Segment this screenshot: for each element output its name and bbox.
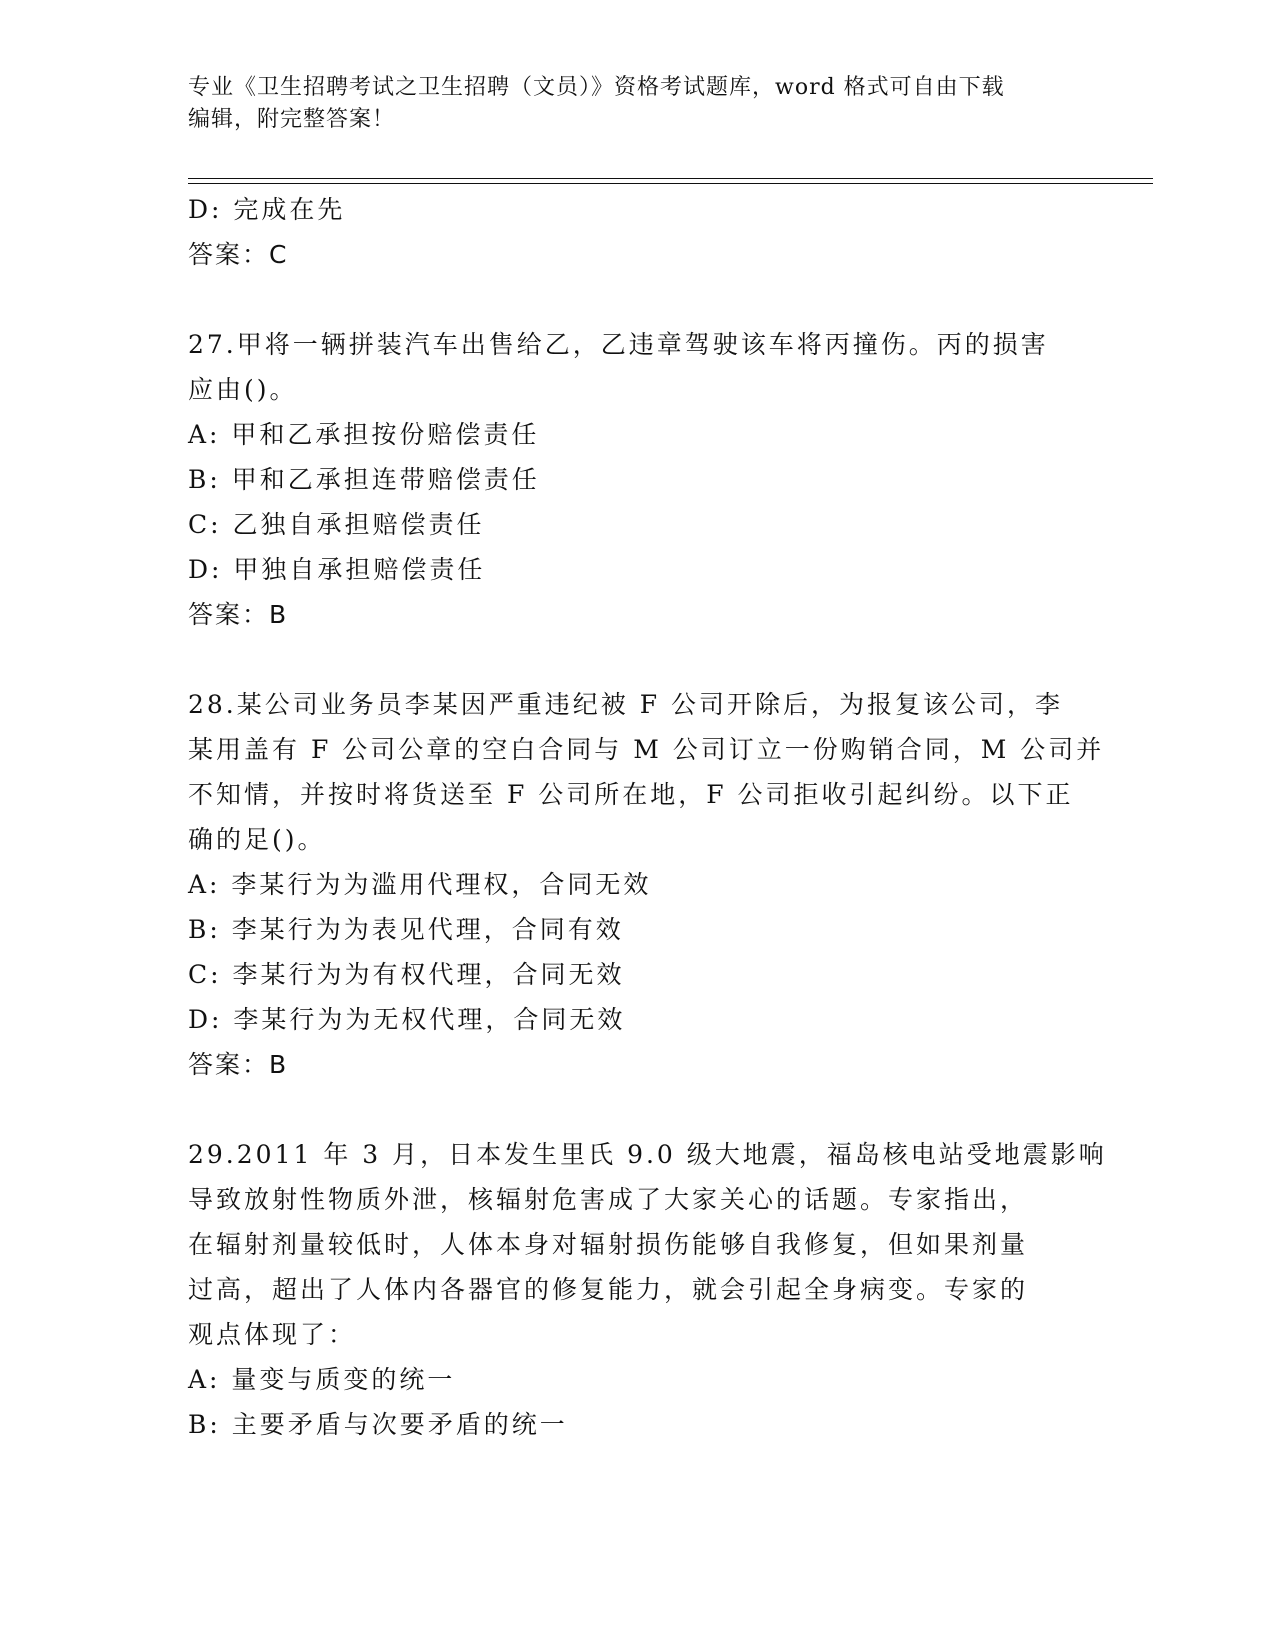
question-text-line: 29.2011 年 3 月，日本发生里氏 9.0 级大地震，福岛核电站受地震影响 [188,1140,1107,1169]
header-line-1: 专业《卫生招聘考试之卫生招聘（文员）》资格考试题库，word 格式可自由下载 [188,75,1005,100]
question-text-line: 27.甲将一辆拼装汽车出售给乙，乙违章驾驶该车将丙撞伤。丙的损害 [188,330,1049,359]
question-text-line: 在辐射剂量较低时，人体本身对辐射损伤能够自我修复，但如果剂量 [188,1230,1029,1259]
option-b: B: 甲和乙承担连带赔偿责任 [188,465,540,494]
option-d: D: 甲独自承担赔偿责任 [188,555,486,584]
question-text-line: 确的足()。 [188,825,326,854]
option-a: A: 甲和乙承担按份赔偿责任 [188,420,540,449]
question-text-line: 导致放射性物质外泄，核辐射危害成了大家关心的话题。专家指出， [188,1185,1029,1214]
option-c: C: 李某行为为有权代理，合同无效 [188,960,625,989]
option-b: B: 李某行为为表见代理，合同有效 [188,915,624,944]
option-b: B: 主要矛盾与次要矛盾的统一 [188,1410,568,1439]
question-29 [188,1132,1107,1447]
question-text-line: 某用盖有 F 公司公章的空白合同与 M 公司订立一份购销合同，M 公司并 [188,735,1105,764]
question-text-line: 不知情，并按时将货送至 F 公司所在地，F 公司拒收引起纠纷。以下正 [188,780,1074,809]
question-28 [188,682,1105,1087]
option-d: D: 李某行为为无权代理，合同无效 [188,1005,626,1034]
answer-line: 答案：C [188,240,289,269]
question-text-line: 观点体现了： [188,1320,357,1349]
answer-line: 答案：B [188,1050,289,1079]
option-a: A: 量变与质变的统一 [188,1365,456,1394]
option-d: D: 完成在先 [188,195,346,224]
page-header [188,72,1088,136]
header-rule-bottom [188,183,1153,184]
question-text-line: 28.某公司业务员李某因严重违纪被 F 公司开除后，为报复该公司，李 [188,690,1064,719]
question-content [188,187,1107,1447]
header-rule-top [188,178,1153,179]
header-line-2: 编辑，附完整答案！ [188,107,396,132]
option-c: C: 乙独自承担赔偿责任 [188,510,485,539]
question-text-line: 过高，超出了人体内各器官的修复能力，就会引起全身病变。专家的 [188,1275,1029,1304]
previous-question-tail [188,187,1088,277]
question-text-line: 应由()。 [188,375,298,404]
option-a: A: 李某行为为滥用代理权，合同无效 [188,870,652,899]
answer-line: 答案：B [188,600,289,629]
question-27 [188,322,1088,637]
